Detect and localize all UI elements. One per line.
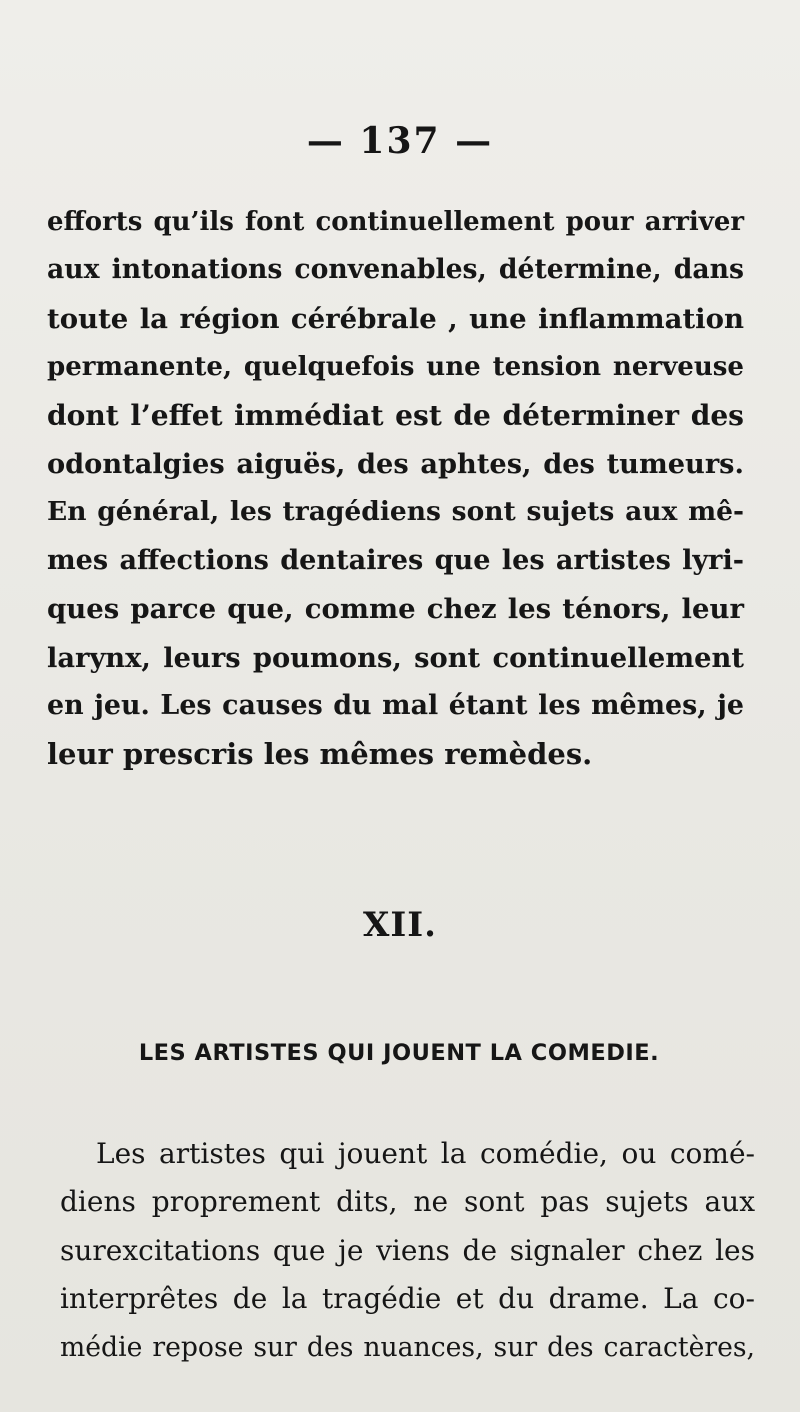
text-line: dont l’effet immédiat est de déterminer des	[47, 398, 744, 432]
text-line: larynx, leurs poumons, sont continuellement	[47, 641, 744, 674]
text-line: diens proprement dits, ne sont pas sujets aux	[60, 1185, 755, 1219]
text-line: médie repose sur des nuances, sur des caractères,	[60, 1331, 755, 1363]
section-number: XII.	[362, 905, 438, 945]
text-line: En général, les tragédiens sont sujets aux mê-	[47, 496, 744, 528]
text-line: en jeu. Les causes du mal étant les mêmes, je	[47, 689, 744, 721]
paragraph-comedians	[60, 1130, 755, 1372]
page-number: — 137 —	[306, 120, 494, 162]
text-line: odontalgies aiguës, des aphtes, des tumeurs.	[47, 447, 744, 480]
paragraph-tragedians	[47, 198, 744, 779]
text-line: mes affections dentaires que les artistes lyri-	[47, 544, 744, 576]
section-title: LES ARTISTES QUI JOUENT LA COMEDIE.	[138, 1040, 660, 1066]
text-line: Les artistes qui jouent la comédie, ou comé-	[96, 1137, 755, 1170]
text-line: efforts qu’ils font continuellement pour arriver	[47, 207, 744, 237]
text-line: leur prescris les mêmes remèdes.	[47, 737, 593, 772]
text-line: toute la région cérébrale , une inflammation	[47, 302, 744, 335]
text-line: interprêtes de la tragédie et du drame. La co-	[60, 1282, 755, 1316]
text-line: ques parce que, comme chez les ténors, leur	[47, 593, 744, 626]
text-line: surexcitations que je viens de signaler chez les	[60, 1233, 755, 1267]
text-line: aux intonations convenables, détermine, dans	[47, 254, 744, 286]
text-line: permanente, quelquefois une tension nerveuse	[47, 352, 744, 383]
